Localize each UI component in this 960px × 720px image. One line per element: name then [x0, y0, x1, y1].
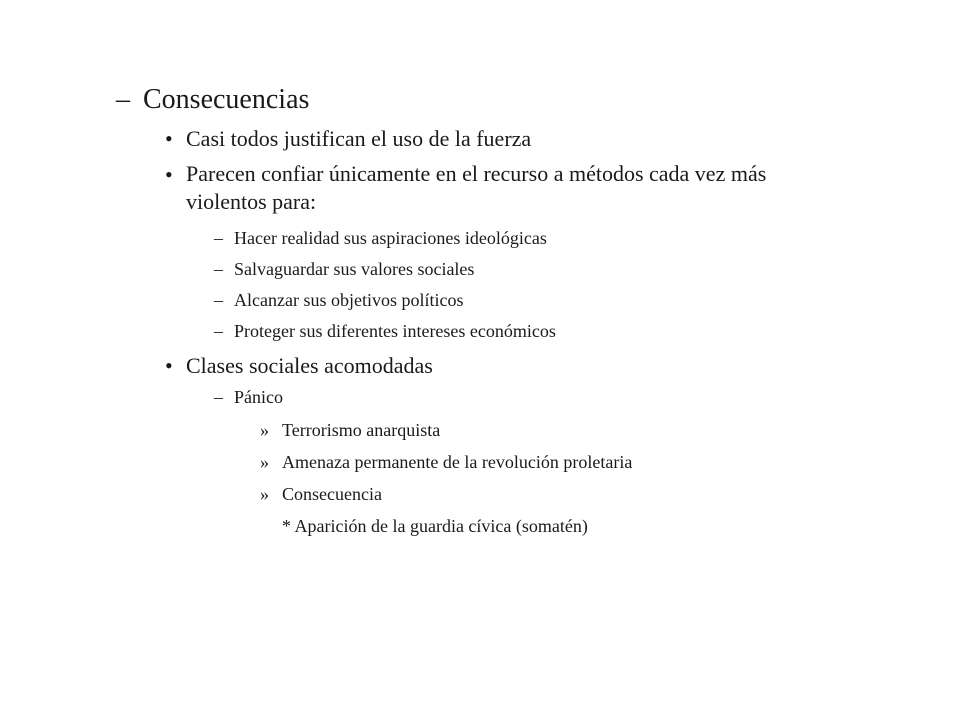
- dash-marker: –: [214, 387, 223, 407]
- bullet-item: [0, 162, 960, 218]
- sub-sub-item-text: Consecuencia: [282, 484, 382, 504]
- bullet-text: Clases sociales acomodadas: [186, 353, 433, 378]
- sub-item-text: Salvaguardar sus valores sociales: [234, 259, 475, 279]
- guillemet-marker: »: [260, 420, 269, 440]
- dash-marker: –: [214, 228, 223, 248]
- bullet-marker: •: [165, 162, 173, 187]
- bullet-marker: •: [165, 126, 173, 151]
- heading-text: Consecuencias: [143, 84, 310, 115]
- sub-sub-item-text: Amenaza permanente de la revolución proletaria: [282, 452, 633, 472]
- dash-marker: –: [214, 290, 223, 310]
- note-text: * Aparición de la guardia cívica (somatén): [282, 516, 588, 536]
- sub-item-text: Alcanzar sus objetivos políticos: [234, 290, 464, 310]
- bullet-text: Parecen confiar únicamente en el recurso a métodos cada vez más violentos para:: [186, 161, 767, 214]
- sub-item-text: Proteger sus diferentes intereses económicos: [234, 321, 556, 341]
- guillemet-marker: »: [260, 452, 269, 472]
- bullet-text: Casi todos justifican el uso de la fuerza: [186, 126, 532, 151]
- dash-marker: –: [214, 259, 223, 279]
- bullet-marker: •: [165, 353, 173, 378]
- sub-item-text: Hacer realidad sus aspiraciones ideológicas: [234, 228, 547, 248]
- guillemet-marker: »: [260, 484, 269, 504]
- sub-item-text: Pánico: [234, 387, 283, 407]
- dash-marker: –: [214, 321, 223, 341]
- sub-sub-item-text: Terrorismo anarquista: [282, 420, 441, 440]
- heading-dash-marker: –: [116, 84, 130, 115]
